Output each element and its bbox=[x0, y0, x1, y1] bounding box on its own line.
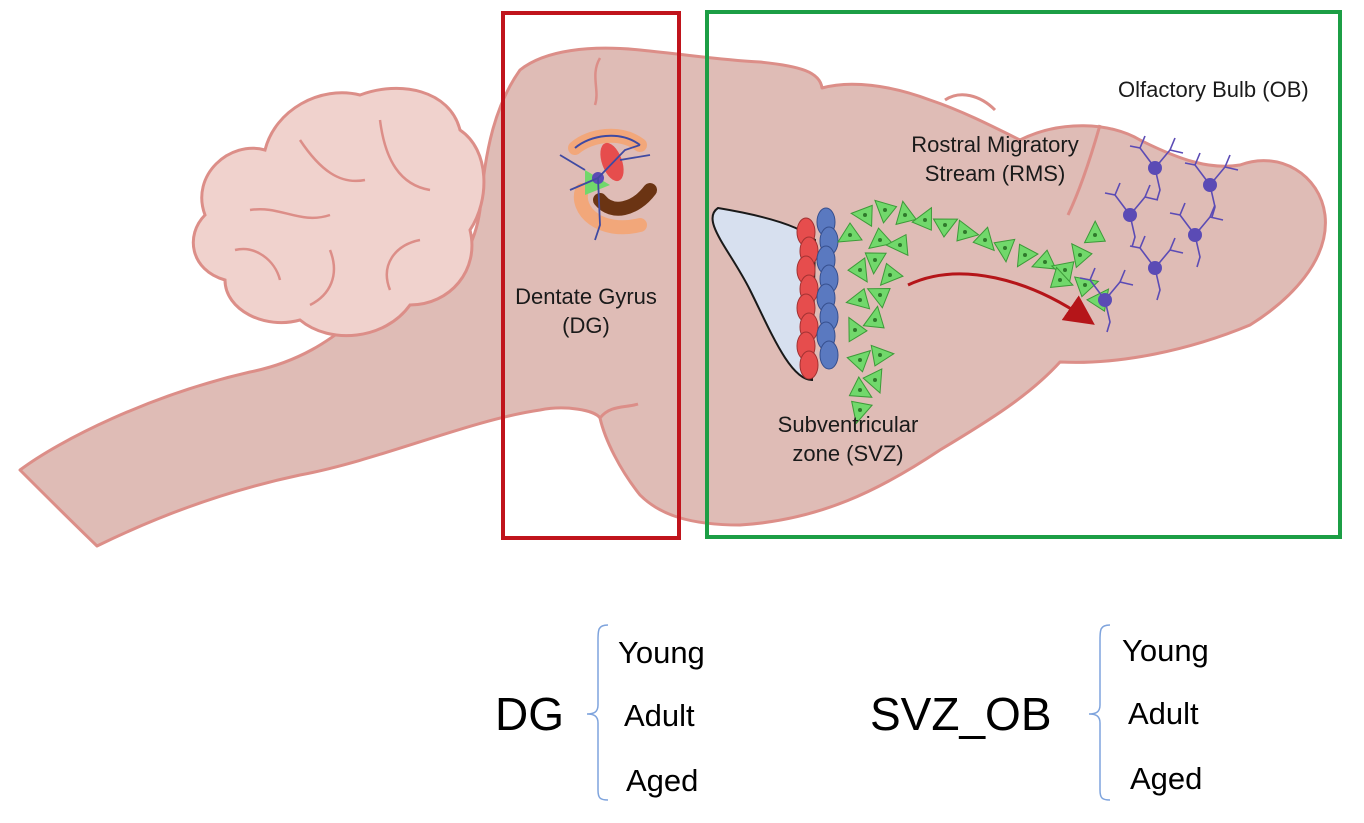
rms-label bbox=[880, 130, 1110, 188]
neuroblast-nucleus bbox=[858, 388, 862, 392]
neuroblast-nucleus bbox=[903, 213, 907, 217]
dg-brace bbox=[587, 625, 608, 800]
neuroblast-nucleus bbox=[943, 223, 947, 227]
svz-label-line2: zone (SVZ) bbox=[792, 441, 904, 466]
svz-label-line1: Subventricular bbox=[777, 412, 919, 437]
neuroblast-nucleus bbox=[1058, 278, 1062, 282]
neuroblast-nucleus bbox=[848, 233, 852, 237]
neuroblast-nucleus bbox=[1043, 260, 1047, 264]
neuroblast-nucleus bbox=[873, 318, 877, 322]
neuroblast-nucleus bbox=[858, 268, 862, 272]
cerebellum bbox=[193, 88, 484, 335]
svz-label bbox=[758, 410, 938, 468]
neuroblast-nucleus bbox=[858, 358, 862, 362]
neuroblast-nucleus bbox=[1083, 283, 1087, 287]
neuroblast-nucleus bbox=[883, 208, 887, 212]
neuroblast-nucleus bbox=[983, 238, 987, 242]
neuroblast-nucleus bbox=[963, 230, 967, 234]
rms-label-line2: Stream (RMS) bbox=[924, 161, 1066, 186]
neuroblast-nucleus bbox=[898, 243, 902, 247]
neuroblast-nucleus bbox=[1063, 268, 1067, 272]
rms-label-line1: Rostral Migratory bbox=[911, 132, 1079, 157]
dg-age-adult: Adult bbox=[624, 698, 695, 733]
svz-red-cell bbox=[800, 351, 818, 379]
neuroblast-nucleus bbox=[1093, 233, 1097, 237]
neuroblast-nucleus bbox=[863, 213, 867, 217]
neuroblast-nucleus bbox=[878, 238, 882, 242]
neuroblast-nucleus bbox=[1023, 253, 1027, 257]
svz-ob-age-young: Young bbox=[1122, 633, 1209, 668]
svz-ob-age-adult: Adult bbox=[1128, 696, 1199, 731]
neuroblast-nucleus bbox=[858, 298, 862, 302]
neuroblast-nucleus bbox=[888, 273, 892, 277]
neuroblast-nucleus bbox=[1078, 253, 1082, 257]
dg-label-line2: (DG) bbox=[562, 313, 610, 338]
dg-label-line1: Dentate Gyrus bbox=[515, 284, 657, 309]
neuroblast-nucleus bbox=[1003, 246, 1007, 250]
neuroblast-nucleus bbox=[878, 293, 882, 297]
neuroblast-nucleus bbox=[873, 258, 877, 262]
svz-blue-cell bbox=[820, 341, 838, 369]
dg-label bbox=[498, 282, 674, 340]
brainstem-fade bbox=[0, 380, 160, 580]
ob-label: Olfactory Bulb (OB) bbox=[1118, 77, 1309, 102]
svz-ob-brace bbox=[1089, 625, 1110, 800]
dg-age-aged: Aged bbox=[626, 763, 699, 798]
neuroblast-nucleus bbox=[923, 218, 927, 222]
neuroblast-nucleus bbox=[873, 378, 877, 382]
dg-group-label: DG bbox=[495, 688, 564, 740]
neuroblast-nucleus bbox=[878, 353, 882, 357]
svz-ob-age-aged: Aged bbox=[1130, 761, 1203, 796]
dg-age-young: Young bbox=[618, 635, 705, 670]
neuroblast-nucleus bbox=[853, 328, 857, 332]
svz-ob-group-label: SVZ_OB bbox=[870, 688, 1052, 740]
